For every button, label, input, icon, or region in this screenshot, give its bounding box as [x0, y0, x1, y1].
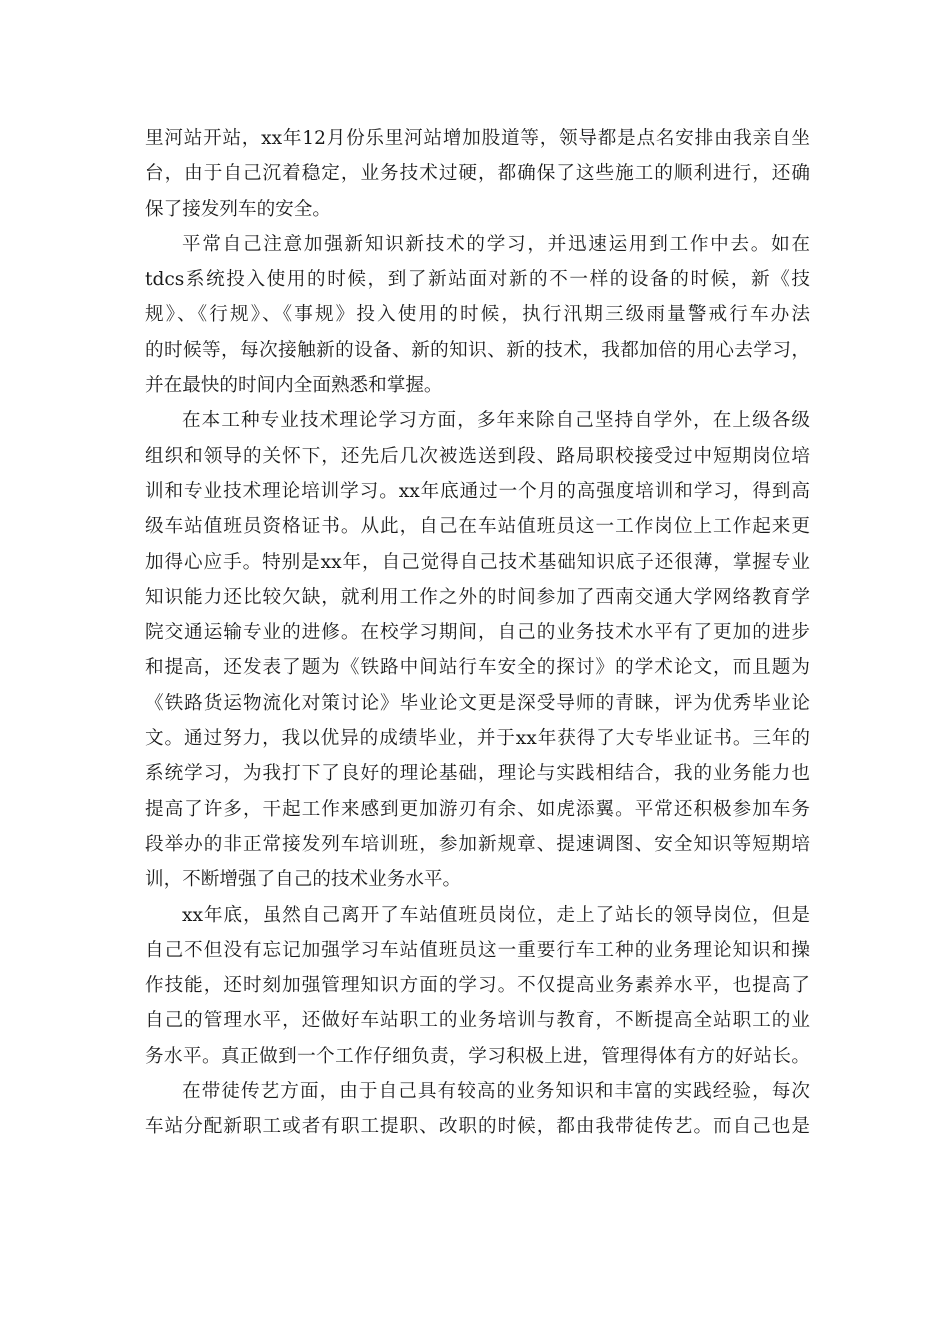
text-line: 《铁路货运物流化对策讨论》毕业论文更是深受导师的青睐，评为优秀毕业论: [145, 692, 810, 714]
text-line: 里河站开站，xx年12月份乐里河站增加股道等，领导都是点名安排由我亲自坐: [145, 128, 810, 149]
text-line: 务水平。真正做到一个工作仔细负责，学习积极上进，管理得体有方的好站长。: [145, 1045, 810, 1067]
text-line: 保了接发列车的安全。: [145, 198, 331, 220]
text-line: 文。通过努力，我以优异的成绩毕业，并于xx年获得了大专毕业证书。三年的: [145, 728, 810, 750]
text-line: 系统学习，为我打下了良好的理论基础，理论与实践相结合，我的业务能力也: [145, 763, 810, 785]
document-body: [145, 121, 810, 1145]
text-line: 规》、《行规》、《事规》投入使用的时候，执行汛期三级雨量警戒行车办法: [145, 304, 810, 326]
text-line: 的时候等，每次接触新的设备、新的知识、新的技术，我都加倍的用心去学习，: [145, 339, 810, 361]
text-line: 级车站值班员资格证书。从此，自己在车站值班员这一工作岗位上工作起来更: [145, 516, 810, 538]
text-line: tdcs系统投入使用的时候，到了新站面对新的不一样的设备的时候，新《技: [145, 269, 810, 291]
text-line: 自己的管理水平，还做好车站职工的业务培训与教育，不断提高全站职工的业: [145, 1010, 810, 1032]
text-line: 训和专业技术理论培训学习。xx年底通过一个月的高强度培训和学习，得到高: [145, 480, 810, 502]
paragraph-first-line: 在本工种专业技术理论学习方面，多年来除自己坚持自学外，在上级各级: [182, 410, 810, 432]
text-line: 组织和领导的关怀下，还先后几次被选送到段、路局职校接受过中短期岗位培: [145, 445, 810, 467]
text-line: 车站分配新职工或者有职工提职、改职的时候，都由我带徒传艺。而自己也是: [145, 1116, 810, 1138]
text-line: 作技能，还时刻加强管理知识方面的学习。不仅提高业务素养水平，也提高了: [145, 975, 810, 997]
text-line: 提高了许多，干起工作来感到更加游刃有余、如虎添翼。平常还积极参加车务: [145, 798, 810, 820]
text-line: 台，由于自己沉着稳定，业务技术过硬，都确保了这些施工的顺利进行，还确: [145, 163, 810, 185]
text-line: 院交通运输专业的进修。在校学习期间，自己的业务技术水平有了更加的进步: [145, 622, 810, 644]
text-line: 和提高，还发表了题为《铁路中间站行车安全的探讨》的学术论文，而且题为: [145, 657, 810, 679]
paragraph-first-line: xx年底，虽然自己离开了车站值班员岗位，走上了站长的领导岗位，但是: [182, 904, 810, 926]
text-line: 训，不断增强了自己的技术业务水平。: [145, 869, 462, 891]
paragraph-first-line: 在带徒传艺方面，由于自己具有较高的业务知识和丰富的实践经验，每次: [182, 1081, 810, 1103]
text-line: 段举办的非正常接发列车培训班，参加新规章、提速调图、安全知识等短期培: [145, 833, 810, 855]
paragraph-first-line: 平常自己注意加强新知识新技术的学习，并迅速运用到工作中去。如在: [182, 233, 810, 255]
text-line: 并在最快的时间内全面熟悉和掌握。: [145, 375, 443, 397]
text-line: 自己不但没有忘记加强学习车站值班员这一重要行车工种的业务理论知识和操: [145, 939, 810, 961]
text-line: 加得心应手。特别是xx年，自己觉得自己技术基础知识底子还很薄，掌握专业: [145, 551, 810, 573]
text-line: 知识能力还比较欠缺，就利用工作之外的时间参加了西南交通大学网络教育学: [145, 586, 810, 608]
